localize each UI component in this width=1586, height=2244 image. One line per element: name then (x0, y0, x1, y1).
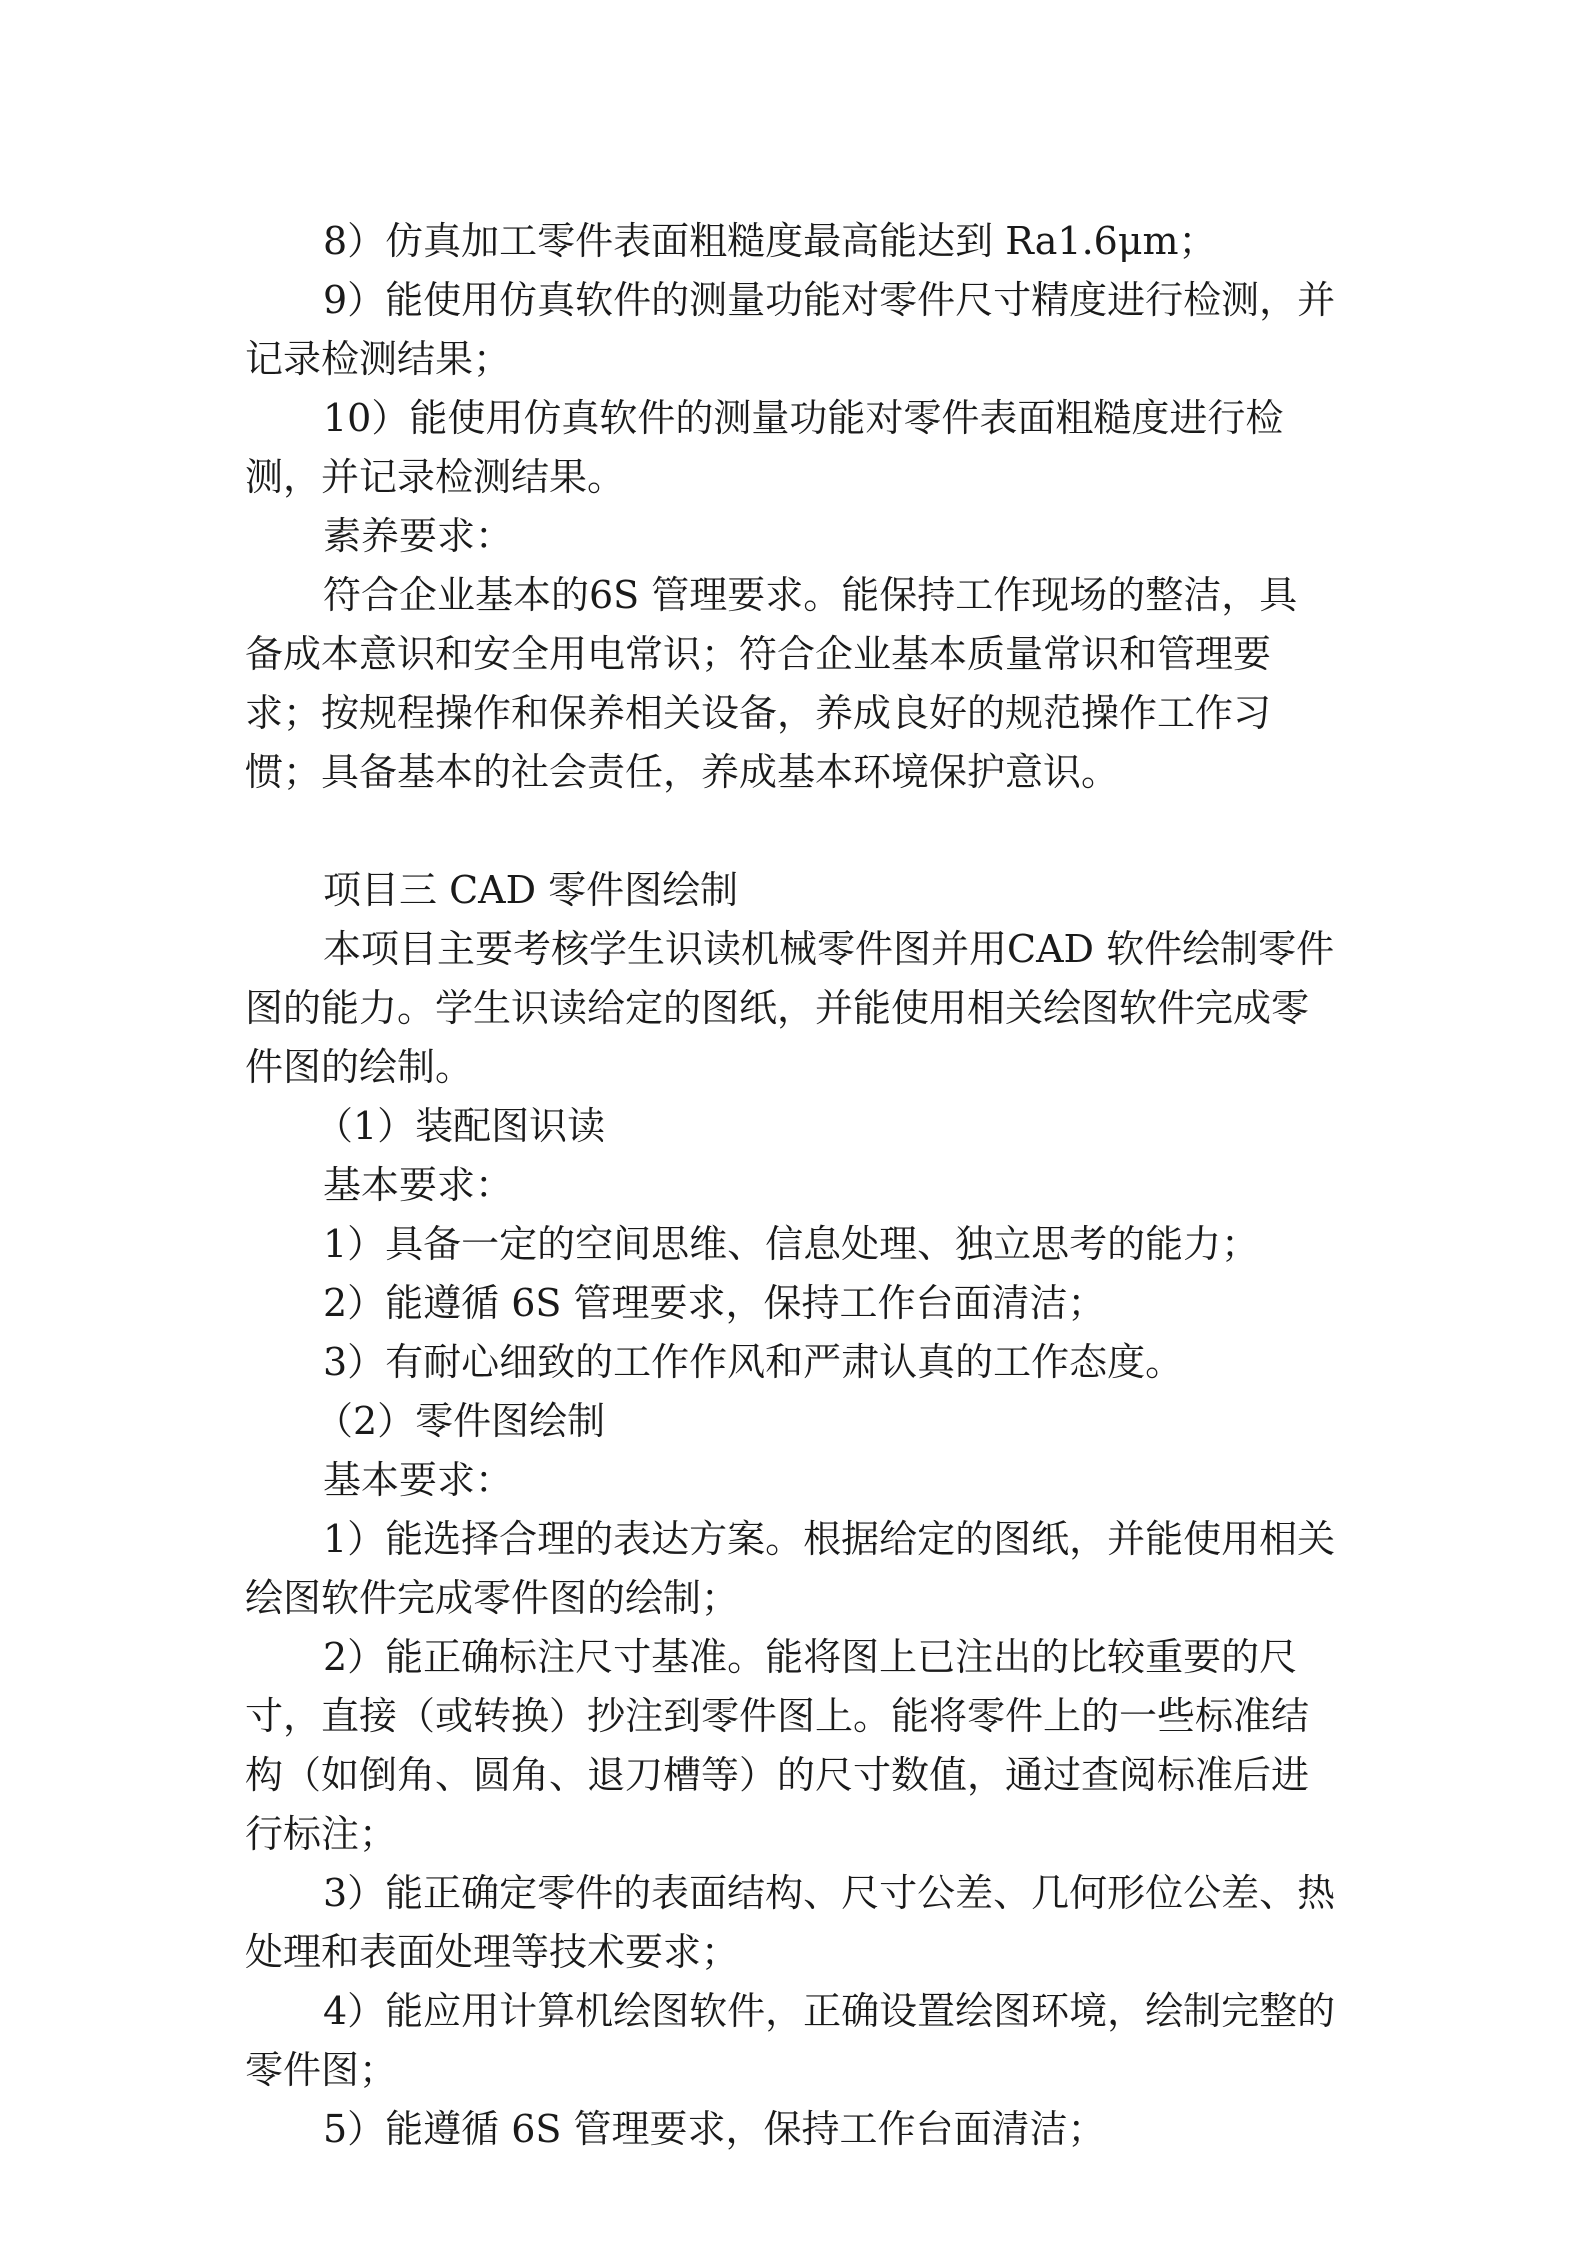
section-2-heading (245, 1392, 1355, 1451)
literacy-text (245, 566, 1355, 802)
text-line: （1）装配图识读 (315, 1104, 606, 1148)
blank-line (245, 802, 1355, 861)
req-3 (245, 1333, 1355, 1392)
item-8 (245, 212, 1355, 271)
basic-requirements-heading (245, 1451, 1355, 1510)
text-line: 零件图； (245, 2048, 398, 2092)
req-2 (245, 1274, 1355, 1333)
draw-req-2 (245, 1628, 1355, 1864)
text-line: 3）有耐心细致的工作作风和严肃认真的工作态度。 (323, 1340, 1184, 1384)
text-line: 求；按规程操作和保养相关设备，养成良好的规范操作工作习 (245, 691, 1272, 735)
text-line: 10）能使用仿真软件的测量功能对零件表面粗糙度进行检 (323, 396, 1284, 440)
item-9 (245, 271, 1355, 389)
text-line: 1）具备一定的空间思维、信息处理、独立思考的能力； (323, 1222, 1260, 1266)
text-line: （2）零件图绘制 (315, 1399, 606, 1443)
text-line: 5）能遵循 6S 管理要求，保持工作台面清洁； (323, 2107, 1106, 2151)
text-line: 基本要求： (323, 1458, 514, 1502)
project-three-title (245, 861, 1355, 920)
text-line: 4）能应用计算机绘图软件，正确设置绘图环境，绘制完整的 (323, 1989, 1336, 2033)
text-line: 绘图软件完成零件图的绘制； (245, 1576, 740, 1620)
project-three-intro (245, 920, 1355, 1097)
item-10 (245, 389, 1355, 507)
draw-req-1 (245, 1510, 1355, 1628)
basic-requirements-heading (245, 1156, 1355, 1215)
text-line: 件图的绘制。 (245, 1045, 474, 1089)
section-1-heading (245, 1097, 1355, 1156)
text-line: 2）能遵循 6S 管理要求，保持工作台面清洁； (323, 1281, 1106, 1325)
text-line: 符合企业基本的6S 管理要求。能保持工作现场的整洁，具 (323, 573, 1298, 617)
text-line: 素养要求： (323, 514, 514, 558)
text-line: 记录检测结果； (245, 337, 512, 381)
text-line: 寸，直接（或转换）抄注到零件图上。能将零件上的一些标准结 (245, 1694, 1310, 1738)
text-line: 3）能正确定零件的表面结构、尺寸公差、几何形位公差、热 (323, 1871, 1336, 1915)
text-line: 9）能使用仿真软件的测量功能对零件尺寸精度进行检测，并 (323, 278, 1336, 322)
text-line: 8）仿真加工零件表面粗糙度最高能达到 Ra1.6μm； (323, 219, 1217, 263)
draw-req-4 (245, 1982, 1355, 2100)
text-line: 处理和表面处理等技术要求； (245, 1930, 740, 1974)
text-line: 2）能正确标注尺寸基准。能将图上已注出的比较重要的尺 (323, 1635, 1298, 1679)
text-line: 基本要求： (323, 1163, 514, 1207)
draw-req-5 (245, 2100, 1355, 2159)
literacy-heading (245, 507, 1355, 566)
draw-req-3 (245, 1864, 1355, 1982)
text-line: 项目三 CAD 零件图绘制 (323, 868, 739, 912)
text-line: 本项目主要考核学生识读机械零件图并用CAD 软件绘制零件 (323, 927, 1335, 971)
text-line: 备成本意识和安全用电常识；符合企业基本质量常识和管理要 (245, 632, 1272, 676)
text-line: 1）能选择合理的表达方案。根据给定的图纸，并能使用相关 (323, 1517, 1336, 1561)
text-line: 构（如倒角、圆角、退刀槽等）的尺寸数值，通过查阅标准后进 (245, 1753, 1310, 1797)
text-line: 惯；具备基本的社会责任，养成基本环境保护意识。 (245, 750, 1120, 794)
text-line: 图的能力。学生识读给定的图纸，并能使用相关绘图软件完成零 (245, 986, 1310, 1030)
req-1 (245, 1215, 1355, 1274)
document-page (245, 212, 1355, 2159)
text-line: 测，并记录检测结果。 (245, 455, 626, 499)
text-line: 行标注； (245, 1812, 398, 1856)
